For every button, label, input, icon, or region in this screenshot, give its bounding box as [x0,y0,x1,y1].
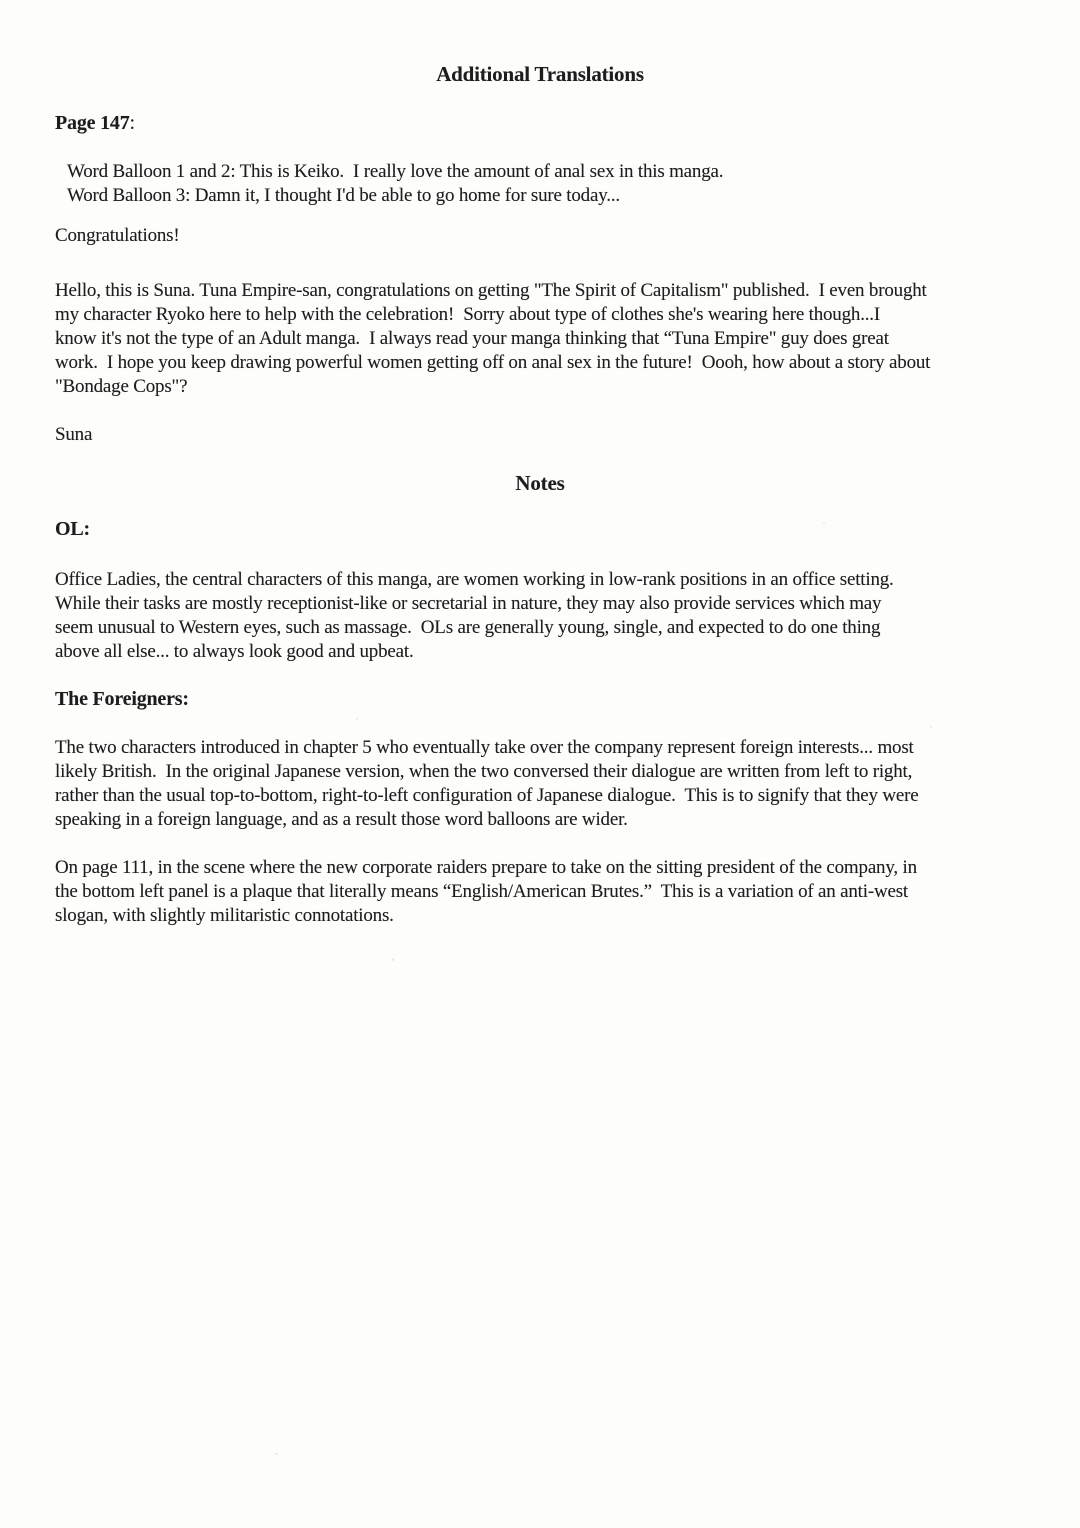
ol-heading-text: OL: [55,518,90,540]
text-line: likely British. In the original Japanese version, when the two conversed their dialogue are written from left to right, [55,761,913,782]
scan-speck [392,958,394,961]
title-text: Additional Translations [436,62,644,86]
text-line: above all else... to always look good and upbeat. [55,641,414,662]
text-line: Word Balloon 3: Damn it, I thought I'd be able to go home for sure today... [67,185,620,206]
ol-paragraph [55,568,894,664]
text-line: slogan, with slightly militaristic connotations. [55,905,394,926]
text-line: the bottom left panel is a plaque that literally means “English/American Brutes.” This is a variation of an anti-west [55,881,908,902]
word-balloon-lines [67,160,723,208]
text-line: Suna [55,424,93,445]
title [0,62,1080,86]
notes-heading [0,471,1080,495]
congratulations [55,224,180,248]
foreigners-heading-text: The Foreigners: [55,688,189,710]
text-line: Congratulations! [55,225,180,246]
page-111-paragraph [55,856,917,928]
foreigners-heading [55,687,189,711]
page-147-heading-text: Page 147 [55,112,130,134]
text-line: While their tasks are mostly receptionist-like or secretarial in nature, they may also provide services which may [55,593,882,614]
ol-heading [55,517,90,541]
text-line: know it's not the type of an Adult manga. I always read your manga thinking that “Tuna Empire" guy does great [55,328,889,349]
scan-speck [823,522,825,524]
signature [55,423,92,447]
text-line: Office Ladies, the central characters of this manga, are women working in low-rank positions in an office setting. [55,569,894,590]
text-line: Word Balloon 1 and 2: This is Keiko. I really love the amount of anal sex in this manga. [67,161,724,182]
scan-speck [930,726,932,728]
letter-paragraph [55,279,930,399]
scan-speck [356,718,358,720]
text-line: speaking in a foreign language, and as a result those word balloons are wider. [55,809,628,830]
text-line: seem unusual to Western eyes, such as massage. OLs are generally young, single, and expected to do one thing [55,617,881,638]
text-line: work. I hope you keep drawing powerful women getting off on anal sex in the future! Oooh, how about a story about [55,352,931,373]
text-line: Hello, this is Suna. Tuna Empire-san, congratulations on getting "The Spirit of Capitalism" published. I even brought [55,280,927,301]
text-line: On page 111, in the scene where the new corporate raiders prepare to take on the sitting president of the company, in [55,857,917,878]
text-line: my character Ryoko here to help with the celebration! Sorry about type of clothes she's wearing here though...I [55,304,880,325]
text-line: "Bondage Cops"? [55,376,188,397]
text-line: rather than the usual top-to-bottom, right-to-left configuration of Japanese dialogue. This is to signify that they were [55,785,919,806]
page-147-heading-suffix: : [129,112,135,134]
scan-speck [275,1453,278,1455]
foreigners-paragraph [55,736,918,832]
page-147-heading [55,111,135,135]
text-line: The two characters introduced in chapter 5 who eventually take over the company represent foreign interests... most [55,737,914,758]
notes-heading-text: Notes [515,471,565,495]
